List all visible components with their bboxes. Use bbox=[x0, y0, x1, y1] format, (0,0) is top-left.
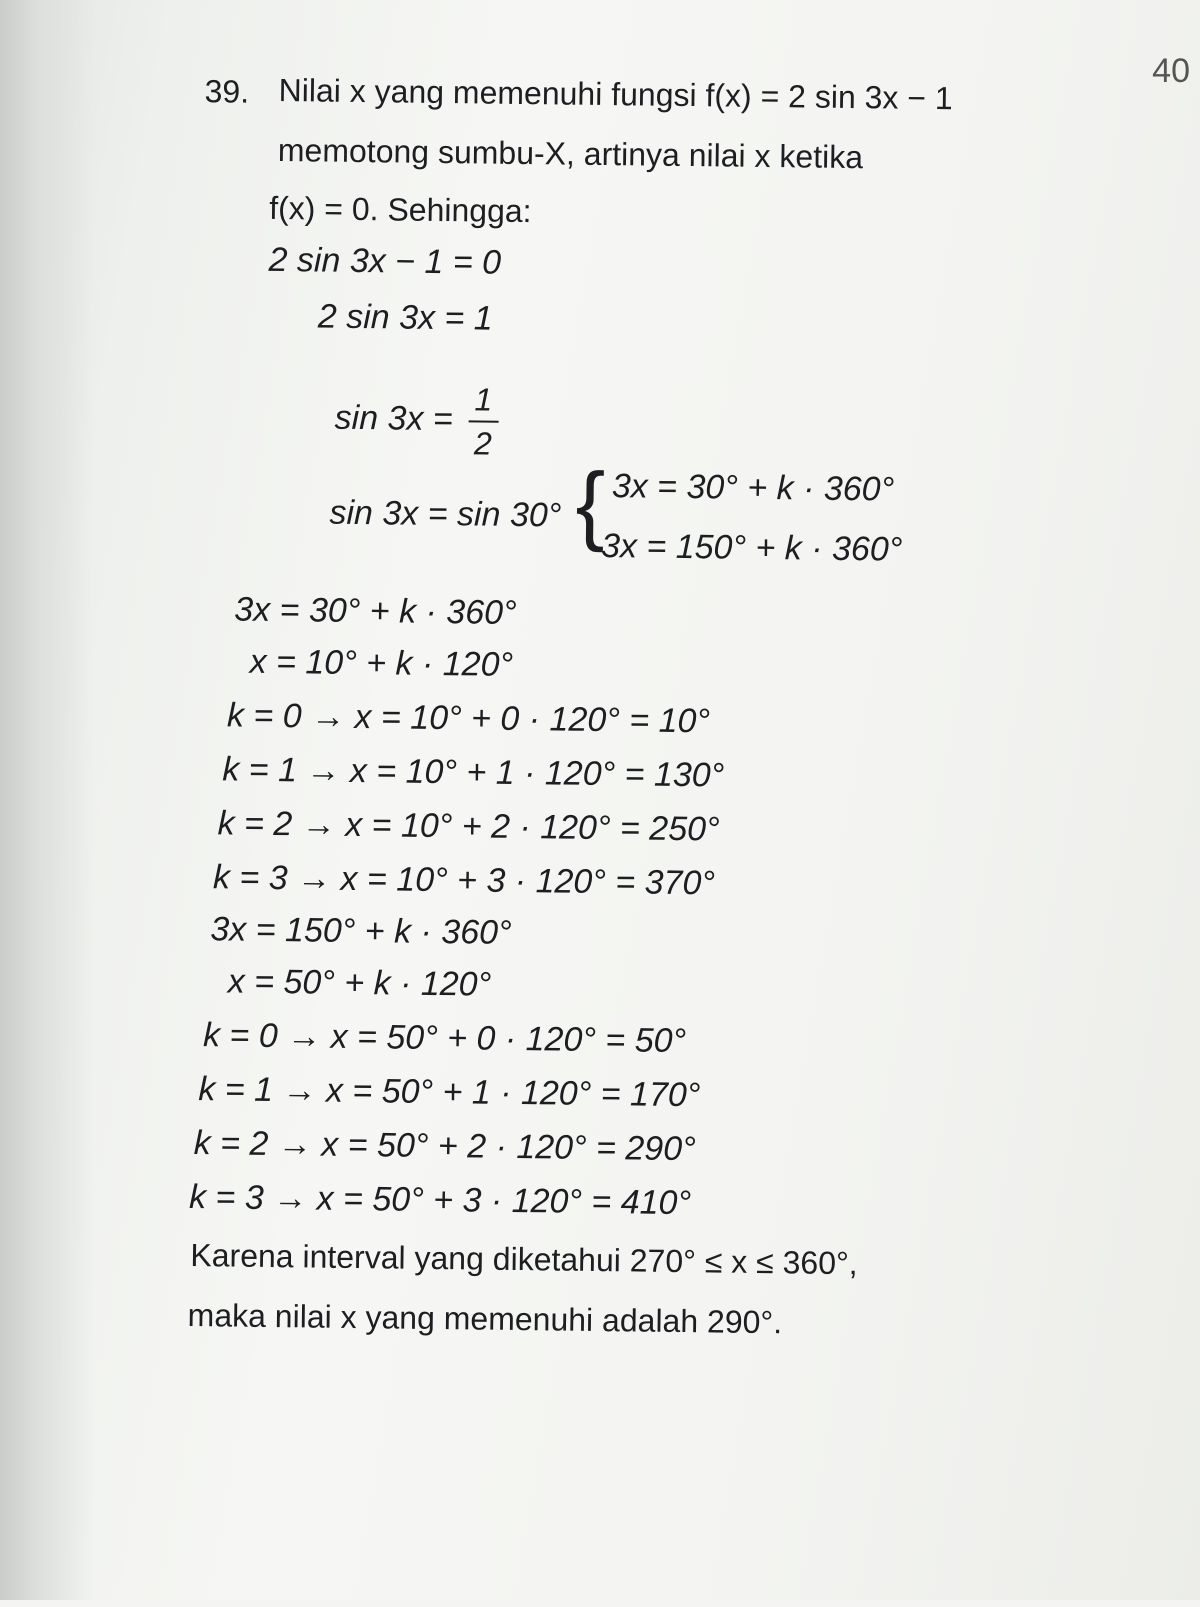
step-equation-2: 2 sin 3x = 1 bbox=[317, 297, 493, 338]
branch2-row-k0: k = 0 → x = 50° + 0 · 120° = 50° bbox=[202, 1016, 687, 1061]
branch2-equation: 3x = 150° + k · 360° bbox=[210, 910, 512, 952]
branch2-row-k2: k = 2 → x = 50° + 2 · 120° = 290° bbox=[193, 1124, 696, 1169]
question-number: 39. bbox=[204, 73, 250, 110]
intro-line-2: memotong sumbu-X, artinya nilai x ketika bbox=[277, 132, 864, 176]
branch2-x: x = 50° + k · 120° bbox=[227, 962, 492, 1004]
step-equation-4: sin 3x = sin 30° bbox=[329, 493, 562, 535]
case-1: 3x = 30° + k · 360° bbox=[611, 467, 895, 509]
case-brace: { bbox=[575, 453, 606, 554]
case-2: 3x = 150° + k · 360° bbox=[600, 526, 903, 569]
branch1-x: x = 10° + k · 120° bbox=[249, 642, 514, 684]
intro-line-3: f(x) = 0. Sehingga: bbox=[268, 189, 532, 230]
conclusion-line-1: Karena interval yang diketahui 270° ≤ x ≤ 360°, bbox=[190, 1237, 858, 1282]
step-equation-1: 2 sin 3x − 1 = 0 bbox=[268, 240, 502, 282]
branch2-row-k3: k = 3 → x = 50° + 3 · 120° = 410° bbox=[188, 1178, 692, 1223]
intro-line-1: Nilai x yang memenuhi fungsi f(x) = 2 sin 3x − 1 bbox=[278, 72, 953, 117]
branch1-equation: 3x = 30° + k · 360° bbox=[234, 590, 517, 632]
step-equation-3 bbox=[334, 379, 499, 463]
fraction-one-half bbox=[468, 380, 499, 462]
step3-left: sin 3x = bbox=[334, 398, 453, 439]
page-number: 40 bbox=[1152, 52, 1190, 90]
branch1-row-k1: k = 1 → x = 10° + 1 · 120° = 130° bbox=[222, 750, 725, 795]
branch1-row-k2: k = 2 → x = 10° + 2 · 120° = 250° bbox=[217, 804, 720, 849]
branch2-row-k1: k = 1 → x = 50° + 1 · 120° = 170° bbox=[198, 1070, 701, 1115]
conclusion-line-2: maka nilai x yang memenuhi adalah 290°. bbox=[187, 1297, 783, 1341]
branch1-row-k3: k = 3 → x = 10° + 3 · 120° = 370° bbox=[212, 858, 716, 903]
fraction-bar bbox=[468, 420, 498, 422]
fraction-denominator: 2 bbox=[473, 425, 493, 462]
fraction-numerator: 1 bbox=[474, 381, 493, 418]
branch1-row-k0: k = 0 → x = 10° + 0 · 120° = 10° bbox=[226, 696, 711, 741]
